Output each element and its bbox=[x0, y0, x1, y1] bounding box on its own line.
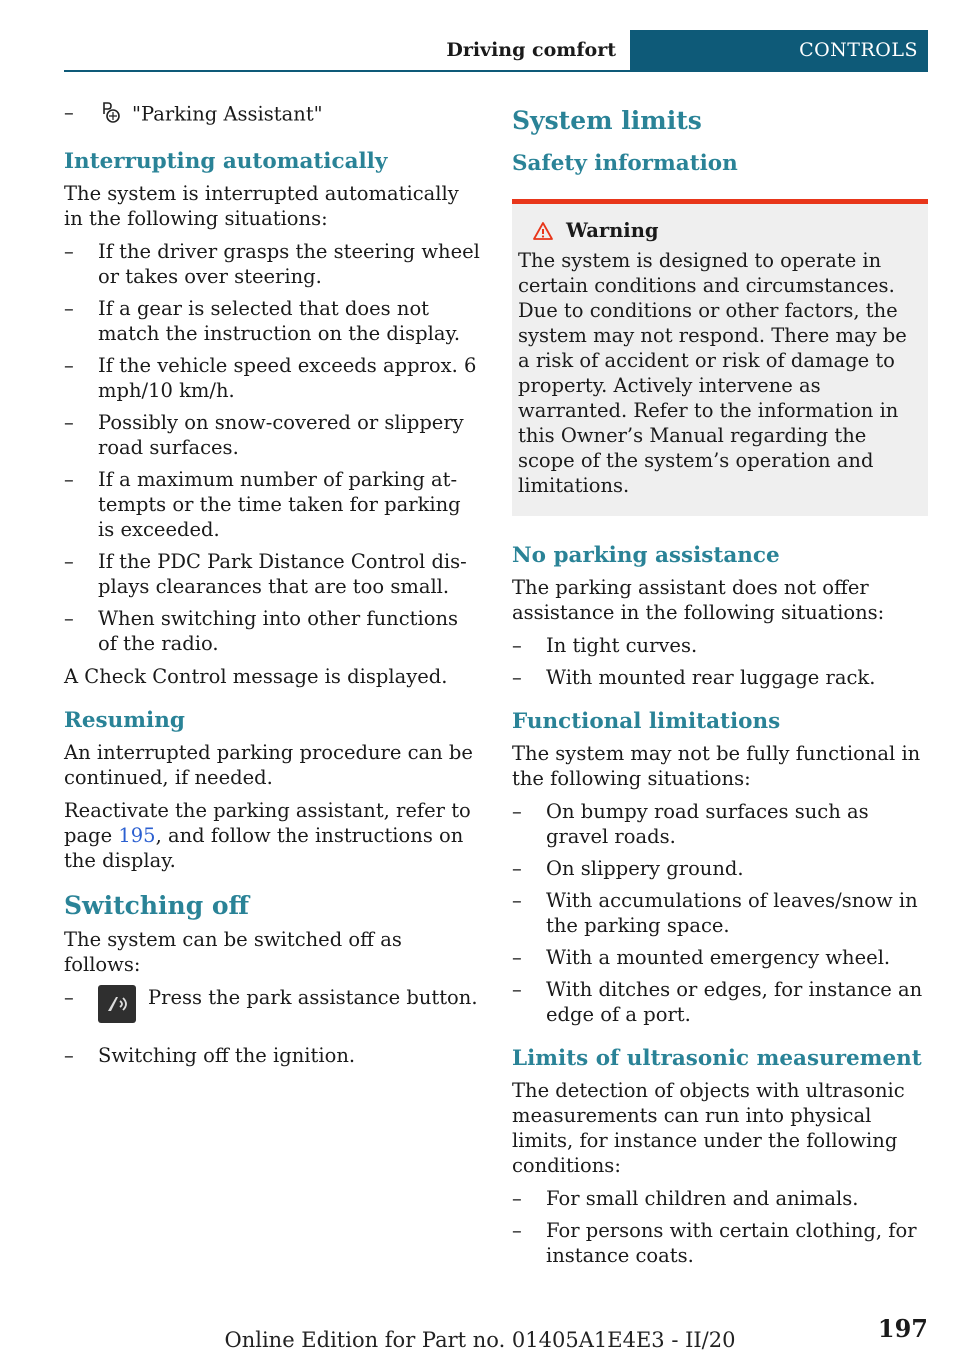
list-item: – If the vehicle speed exceeds approx. 6 mph/10 km/h. bbox=[64, 354, 477, 402]
list-item: – In tight curves. bbox=[512, 634, 698, 657]
list-item: – If the driver grasps the steering wheel or takes over steering. bbox=[64, 240, 480, 288]
interrupting-list bbox=[64, 239, 480, 656]
list-item: – Possibly on snow-covered or slippery road surfaces. bbox=[64, 411, 464, 459]
list-item: – On bumpy road surfaces such as gravel roads. bbox=[512, 800, 869, 848]
page-number: 197 bbox=[877, 1314, 928, 1343]
no-assistance-list bbox=[512, 633, 928, 690]
left-column bbox=[64, 100, 480, 1076]
system-limits-heading: System limits bbox=[512, 106, 702, 135]
right-column bbox=[512, 100, 928, 1276]
resuming-heading: Resuming bbox=[64, 708, 185, 733]
header-chapter-tab: CONTROLS bbox=[630, 30, 928, 70]
header-divider bbox=[64, 70, 928, 72]
list-item: – If a gear is selected that does not match the instruction on the display. bbox=[64, 297, 461, 345]
ultrasonic-list bbox=[512, 1186, 928, 1268]
switching-off-list bbox=[64, 985, 480, 1068]
no-assistance-heading: No parking assistance bbox=[512, 543, 780, 568]
parking-assistant-menu-list bbox=[64, 100, 480, 130]
no-assistance-intro: The parking assistant does not offer assistance in the following situations: bbox=[512, 576, 885, 624]
parking-assistant-icon bbox=[98, 100, 124, 130]
resuming-reactivate-text: Reactivate the parking assistant, refer to page 195, and follow the instructions on the display. bbox=[64, 799, 471, 872]
safety-info-heading: Safety information bbox=[512, 151, 738, 176]
functional-list bbox=[512, 799, 928, 1027]
ultrasonic-heading: Limits of ultrasonic measurement bbox=[512, 1046, 922, 1071]
header-section-title: Driving comfort bbox=[446, 39, 616, 61]
list-item: – Switching off the ignition. bbox=[64, 1044, 356, 1067]
list-item: – With mounted rear luggage rack. bbox=[512, 666, 876, 689]
footer-edition: Online Edition for Part no. 01405A1E4E3 - II/20 bbox=[224, 1328, 736, 1352]
list-item: – If a maximum number of parking attempts or the time taken for parking is exceeded. bbox=[64, 468, 461, 541]
list-item: – For persons with certain clothing, for instance coats. bbox=[512, 1219, 917, 1267]
warning-icon bbox=[532, 221, 554, 241]
switching-off-intro: The system can be switched off as follows: bbox=[64, 928, 402, 976]
functional-intro: The system may not be fully functional in the following situations: bbox=[512, 742, 921, 790]
list-item: – For small children and animals. bbox=[512, 1187, 859, 1210]
park-assist-button-icon bbox=[98, 985, 136, 1023]
parking-assistant-label: "Parking Assistant" bbox=[132, 102, 323, 126]
list-item: – With a mounted emergency wheel. bbox=[512, 946, 891, 969]
warning-title: Warning bbox=[566, 219, 659, 242]
warning-box bbox=[512, 199, 928, 516]
interrupting-intro: The system is interrupted automatically in the following situations: bbox=[64, 182, 459, 230]
list-item: – When switching into other functions of the radio. bbox=[64, 607, 459, 655]
resuming-text: An interrupted parking procedure can be continued, if needed. bbox=[64, 741, 473, 789]
warning-text: The system is designed to operate in certain conditions and circumstances. Due to conditions or other factors, the system may not respond. There may be a risk of accident or risk of damage to property. Actively intervene as warranted. Refer to the information in this Owner’s Manual regarding the scope of the system’s operation and limitations. bbox=[518, 249, 907, 497]
list-item: – If the PDC Park Distance Control displays clearances that are too small. bbox=[64, 550, 467, 598]
list-item: – "Parking Assistant" bbox=[64, 100, 480, 130]
check-control-note: A Check Control message is displayed. bbox=[64, 665, 448, 688]
list-item: – With accumulations of leaves/snow in the parking space. bbox=[512, 889, 918, 937]
interrupting-heading: Interrupting automatically bbox=[64, 149, 388, 174]
page-link[interactable]: 195 bbox=[118, 824, 156, 847]
list-item: – Press the park assistance button. bbox=[64, 985, 480, 1023]
functional-limitations-heading: Functional limitations bbox=[512, 709, 781, 734]
switching-off-heading: Switching off bbox=[64, 891, 250, 920]
list-item: – With ditches or edges, for instance an edge of a port. bbox=[512, 978, 923, 1026]
ultrasonic-intro: The detection of objects with ultrasonic measurements can run into physical limits, for instance under the following conditions: bbox=[512, 1079, 905, 1177]
list-item: – On slippery ground. bbox=[512, 857, 744, 880]
